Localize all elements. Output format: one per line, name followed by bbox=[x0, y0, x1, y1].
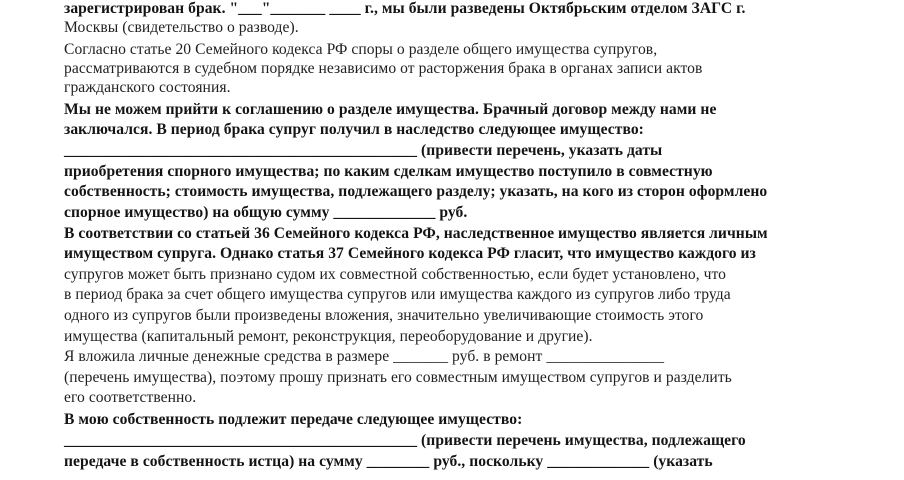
text-line: имущества (капитальный ремонт, реконструкция, переоборудование и другие). bbox=[64, 328, 593, 345]
text-line: гражданского состояния. bbox=[64, 79, 231, 96]
text-line: зарегистрирован брак. "___"_______ ____ г., мы были разведены Октябрьским отделом ЗАГС г. bbox=[64, 0, 746, 17]
text-line: передаче в собственность истца) на сумму ________ руб., поскольку _____________ (указать bbox=[64, 453, 713, 470]
text-line: _____________________________________________ (привести перечень имущества, подлежащего bbox=[64, 432, 746, 449]
text-line: рассматриваются в судебном порядке независимо от расторжения брака в органах записи актов bbox=[64, 60, 703, 77]
text-line: _____________________________________________ (привести перечень, указать даты bbox=[64, 142, 663, 159]
text-line: одного из супругов были произведены вложения, значительно увеличивающие стоимость этого bbox=[64, 307, 704, 324]
text-line: Мы не можем прийти к соглашению о разделе имущества. Брачный договор между нами не bbox=[64, 101, 717, 118]
text-line: имуществом супруга. Однако статья 37 Семейного кодекса РФ гласит, что имущество каждого из bbox=[64, 245, 756, 262]
text-line: приобретения спорного имущества; по каким сделкам имущество поступило в совместную bbox=[64, 163, 713, 180]
text-line: В соответствии со статьей 36 Семейного кодекса РФ, наследственное имущество является личным bbox=[64, 225, 768, 242]
text-line: его соответственно. bbox=[64, 389, 197, 406]
text-line: супругов может быть признано судом их совместной собственностью, если будет установлено, что bbox=[64, 266, 727, 283]
text-line: (перечень имущества), поэтому прошу признать его совместным имуществом супругов и разделить bbox=[64, 369, 732, 386]
text-line: заключался. В период брака супруг получил в наследство следующее имущество: bbox=[64, 121, 644, 138]
text-line: В мою собственность подлежит передаче следующее имущество: bbox=[64, 411, 523, 428]
text-line: собственность; стоимость имущества, подлежащего разделу; указать, на кого из сторон оформлено bbox=[64, 183, 768, 200]
text-line: Москвы (свидетельство о разводе). bbox=[64, 19, 299, 36]
text-line: спорное имущество) на общую сумму _____________ руб. bbox=[64, 204, 468, 221]
text-line: Согласно статье 20 Семейного кодекса РФ споры о разделе общего имущества супругов, bbox=[64, 41, 658, 58]
text-line: Я вложила личные денежные средства в размере _______ руб. в ремонт _______________ bbox=[64, 348, 665, 365]
text-line: в период брака за счет общего имущества супругов или имущества каждого из супругов либо труда bbox=[64, 286, 731, 303]
